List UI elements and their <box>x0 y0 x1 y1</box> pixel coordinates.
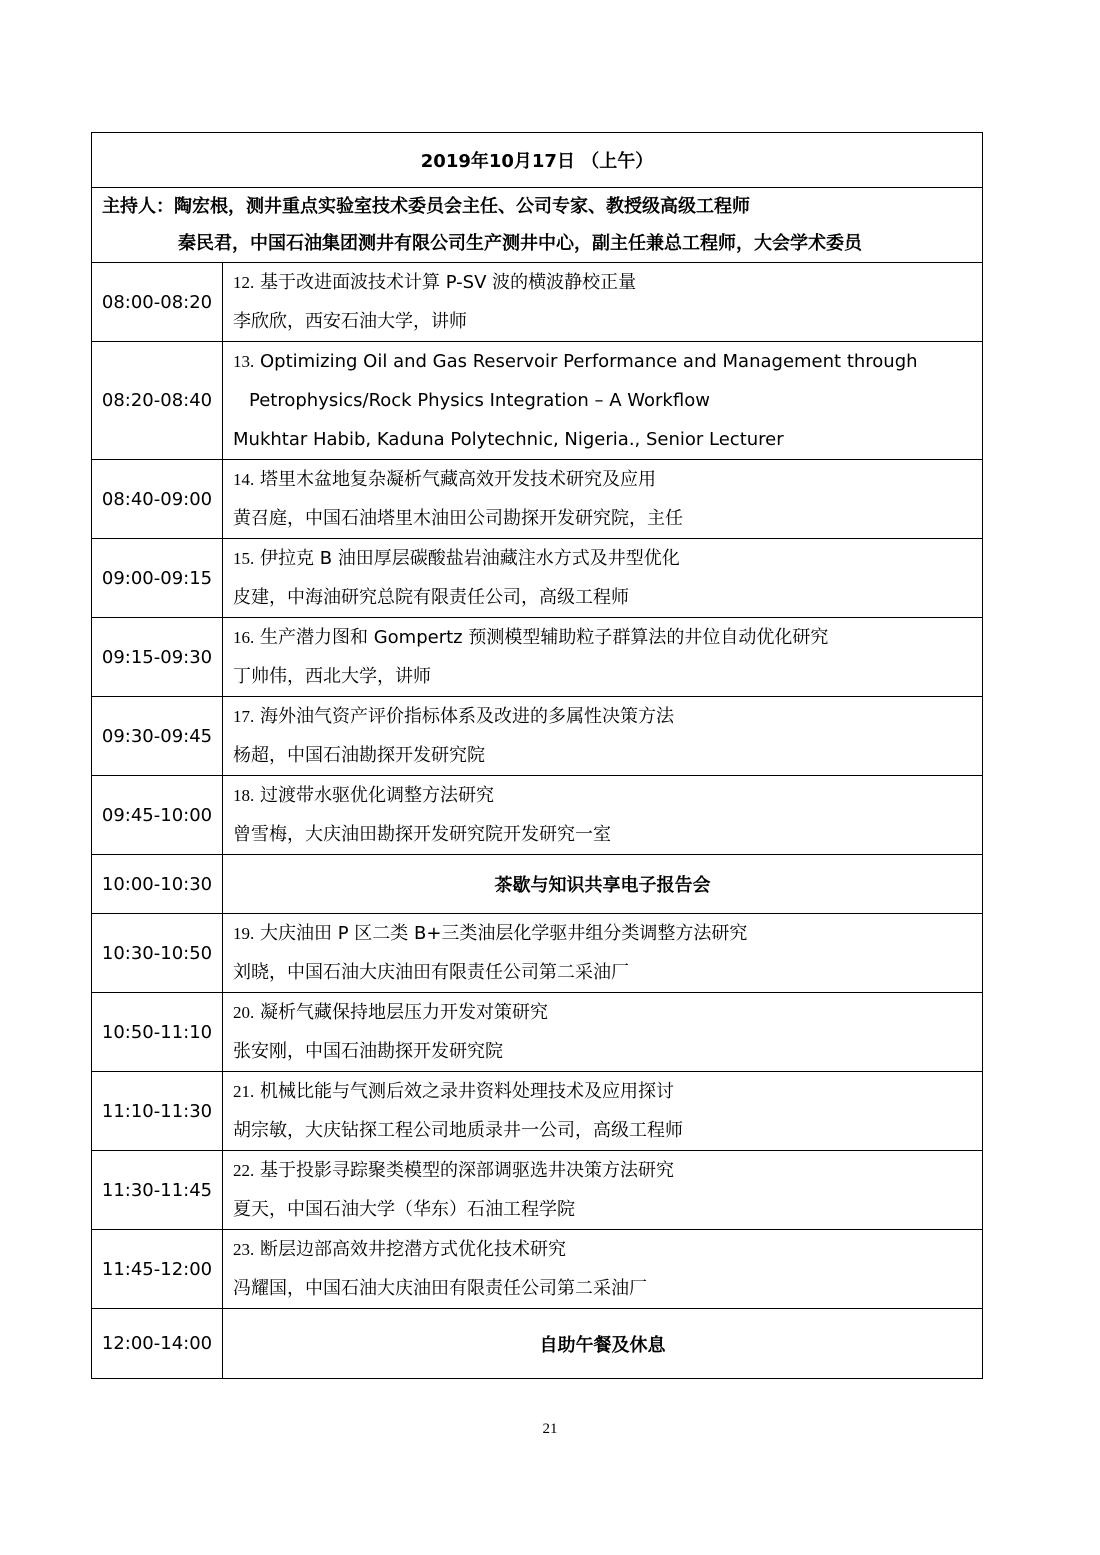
talk-title-text: 海外油气资产评价指标体系及改进的多属性决策方法 <box>259 706 674 727</box>
talk-speaker: 曾雪梅，大庆油田勘探开发研究院开发研究一室 <box>233 824 611 845</box>
talk-info <box>223 697 983 776</box>
talk-info <box>223 993 983 1072</box>
session-row <box>92 460 983 539</box>
talk-title-text: 生产潜力图和 Gompertz 预测模型辅助粒子群算法的井位自动优化研究 <box>259 627 829 648</box>
talk-title <box>233 618 982 657</box>
time-slot: 10:00-10:30 <box>92 855 223 914</box>
talk-title-text: 过渡带水驱优化调整方法研究 <box>259 785 494 806</box>
session-row <box>92 618 983 697</box>
talk-info <box>223 460 983 539</box>
talk-speaker: 李欣欣，西安石油大学，讲师 <box>233 311 467 332</box>
talk-title-continued: Petrophysics/Rock Physics Integration – A Workflow <box>249 390 710 411</box>
talk-number: 17. <box>233 707 255 726</box>
date-heading: 2019年10月17日 （上午） <box>92 133 983 188</box>
talk-speaker: 丁帅伟，西北大学，讲师 <box>233 666 431 687</box>
talk-title-text: 大庆油田 P 区二类 B+三类油层化学驱井组分类调整方法研究 <box>259 923 748 944</box>
session-row <box>92 914 983 993</box>
session-row <box>92 1151 983 1230</box>
time-slot: 10:30-10:50 <box>92 914 223 993</box>
talk-title <box>233 460 982 499</box>
talk-number: 22. <box>233 1161 255 1180</box>
talk-title-text: Optimizing Oil and Gas Reservoir Performance and Management through <box>259 351 918 372</box>
time-slot: 11:30-11:45 <box>92 1151 223 1230</box>
time-slot: 08:00-08:20 <box>92 263 223 342</box>
session-row <box>92 776 983 855</box>
talk-number: 12. <box>233 273 255 292</box>
talk-number: 16. <box>233 628 255 647</box>
talk-number: 20. <box>233 1003 255 1022</box>
talk-title-text: 塔里木盆地复杂凝析气藏高效开发技术研究及应用 <box>259 469 656 490</box>
talk-title-text: 基于投影寻踪聚类模型的深部调驱选井决策方法研究 <box>259 1160 674 1181</box>
date-row <box>92 133 983 188</box>
session-row <box>92 342 983 460</box>
talk-title-text: 伊拉克 B 油田厚层碳酸盐岩油藏注水方式及井型优化 <box>259 548 680 569</box>
host-info <box>92 188 983 263</box>
talk-info <box>223 776 983 855</box>
break-label: 自助午餐及休息 <box>223 1309 983 1379</box>
time-slot: 10:50-11:10 <box>92 993 223 1072</box>
time-slot: 12:00-14:00 <box>92 1309 223 1379</box>
talk-title-text: 凝析气藏保持地层压力开发对策研究 <box>259 1002 548 1023</box>
host-row <box>92 188 983 263</box>
talk-info <box>223 1151 983 1230</box>
host-line-2: 秦民君，中国石油集团测井有限公司生产测井中心，副主任兼总工程师，大会学术委员 <box>178 233 862 254</box>
talk-number: 15. <box>233 549 255 568</box>
time-slot: 11:10-11:30 <box>92 1072 223 1151</box>
schedule-table <box>91 132 983 1379</box>
talk-info <box>223 263 983 342</box>
talk-number: 21. <box>233 1082 255 1101</box>
talk-speaker: Mukhtar Habib, Kaduna Polytechnic, Nigeria., Senior Lecturer <box>233 429 784 450</box>
page-number: 21 <box>542 1421 558 1437</box>
talk-info <box>223 1230 983 1309</box>
time-slot: 09:15-09:30 <box>92 618 223 697</box>
talk-info <box>223 1072 983 1151</box>
talk-speaker: 冯耀国，中国石油大庆油田有限责任公司第二采油厂 <box>233 1278 647 1299</box>
talk-title <box>233 1151 982 1190</box>
talk-title <box>233 1072 982 1111</box>
talk-title <box>233 1230 982 1269</box>
time-slot: 09:00-09:15 <box>92 539 223 618</box>
talk-number: 19. <box>233 924 255 943</box>
talk-title <box>233 776 982 815</box>
talk-title <box>233 993 982 1032</box>
time-slot: 08:20-08:40 <box>92 342 223 460</box>
talk-info <box>223 914 983 993</box>
talk-title <box>233 697 982 736</box>
session-row <box>92 1072 983 1151</box>
talk-title-text: 断层边部高效井挖潜方式优化技术研究 <box>259 1239 566 1260</box>
talk-title <box>233 539 982 578</box>
talk-title <box>233 914 982 953</box>
talk-number: 18. <box>233 786 255 805</box>
time-slot: 09:45-10:00 <box>92 776 223 855</box>
time-slot: 09:30-09:45 <box>92 697 223 776</box>
talk-speaker: 夏天，中国石油大学（华东）石油工程学院 <box>233 1199 575 1220</box>
talk-number: 23. <box>233 1240 255 1259</box>
session-row <box>92 993 983 1072</box>
talk-title-text: 基于改进面波技术计算 P-SV 波的横波静校正量 <box>259 272 637 293</box>
talk-title-text: 机械比能与气测后效之录井资料处理技术及应用探讨 <box>259 1081 674 1102</box>
talk-info <box>223 342 983 460</box>
host-line-1: 主持人：陶宏根，测井重点实验室技术委员会主任、公司专家、教授级高级工程师 <box>102 196 750 217</box>
time-slot: 11:45-12:00 <box>92 1230 223 1309</box>
break-row <box>92 1309 983 1379</box>
break-row <box>92 855 983 914</box>
talk-speaker: 刘晓，中国石油大庆油田有限责任公司第二采油厂 <box>233 962 629 983</box>
talk-info <box>223 539 983 618</box>
talk-number: 14. <box>233 470 255 489</box>
session-row <box>92 263 983 342</box>
session-row <box>92 697 983 776</box>
talk-speaker: 胡宗敏，大庆钻探工程公司地质录井一公司，高级工程师 <box>233 1120 683 1141</box>
session-row <box>92 1230 983 1309</box>
talk-speaker: 皮建，中海油研究总院有限责任公司，高级工程师 <box>233 587 629 608</box>
break-label: 茶歇与知识共享电子报告会 <box>223 855 983 914</box>
talk-title <box>233 342 982 381</box>
talk-title <box>233 263 982 302</box>
talk-speaker: 黄召庭，中国石油塔里木油田公司勘探开发研究院，主任 <box>233 508 683 529</box>
talk-info <box>223 618 983 697</box>
talk-number: 13. <box>233 352 255 371</box>
session-row <box>92 539 983 618</box>
talk-speaker: 杨超，中国石油勘探开发研究院 <box>233 745 485 766</box>
time-slot: 08:40-09:00 <box>92 460 223 539</box>
talk-speaker: 张安刚，中国石油勘探开发研究院 <box>233 1041 503 1062</box>
